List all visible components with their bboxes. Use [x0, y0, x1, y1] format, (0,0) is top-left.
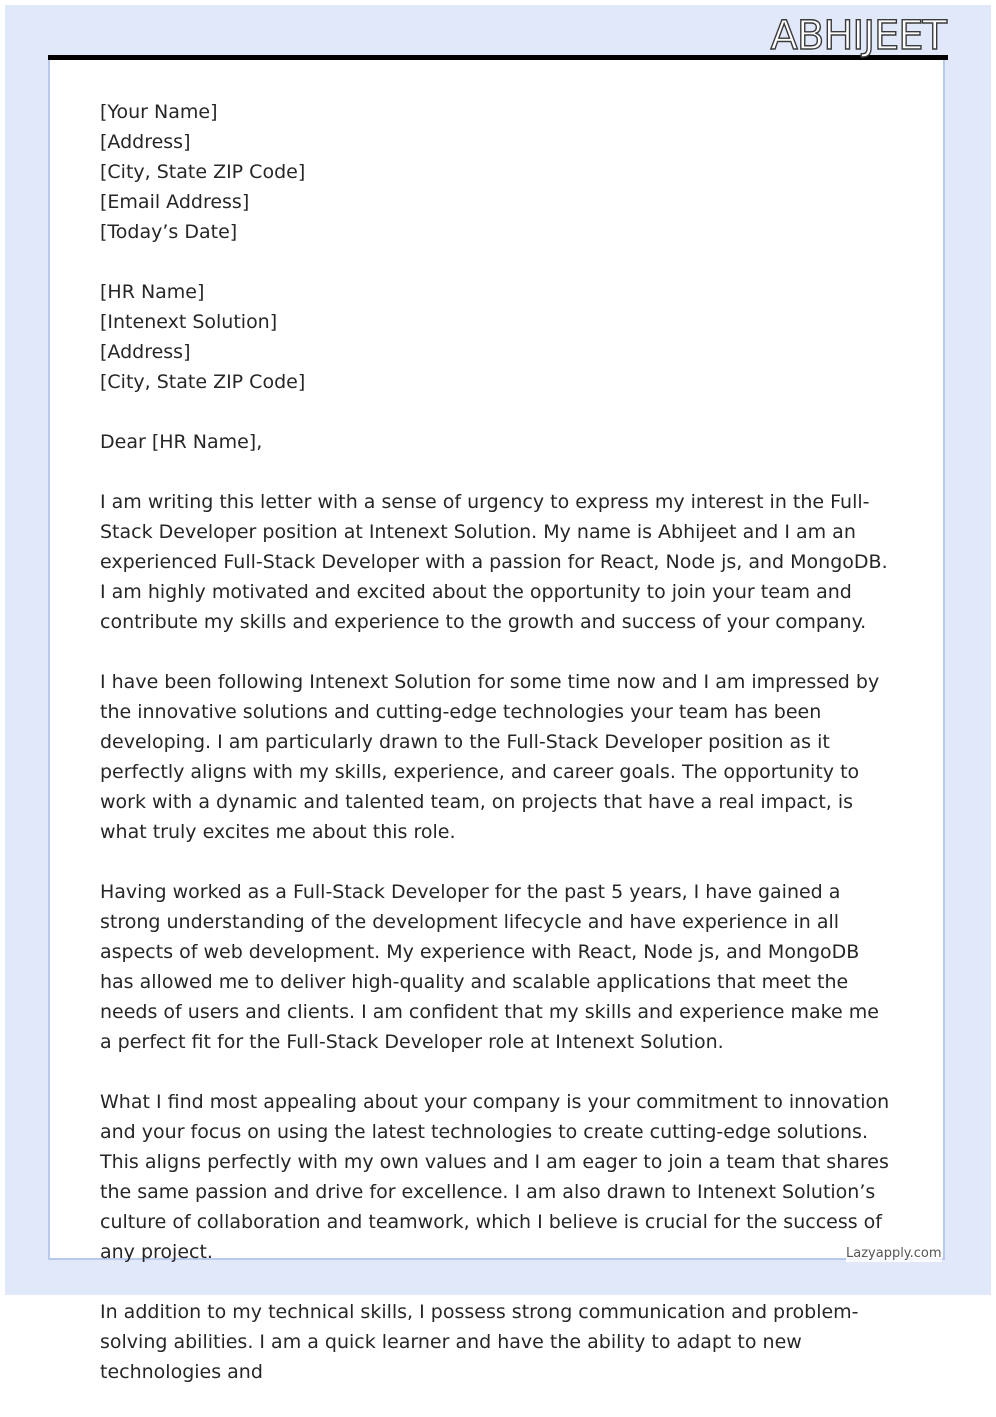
- watermark: Lazyapply.com: [846, 1246, 942, 1261]
- cover-letter: [100, 97, 900, 1417]
- sender-name: [Your Name]: [100, 101, 218, 123]
- body-paragraph: I am writing this letter with a sense of urgency to express my interest in the Full-Stack Developer position at Intenext Solution. My name is Abhijeet and I am an experienced Full-Stack Developer with a passion for React, Node js, and MongoDB. I am highly motivated and excited about the opportunity to join your team and contribute my skills and experience to the growth and success of your company.: [100, 491, 888, 633]
- spacer: [100, 457, 900, 487]
- body-paragraph: Having worked as a Full-Stack Developer for the past 5 years, I have gained a strong understanding of the development lifecycle and have experience in all aspects of web development. My experience with React, Node js, and MongoDB has allowed me to deliver high-quality and scalable applications that meet the needs of users and clients. I am confident that my skills and experience make me a perfect fit for the Full-Stack Developer role at Intenext Solution.: [100, 881, 879, 1053]
- logo: ABHIJEET: [770, 13, 946, 59]
- sender-block: [100, 97, 900, 247]
- body-paragraph: What I find most appealing about your company is your commitment to innovation and your focus on using the latest technologies to create cutting-edge solutions. This aligns perfectly with my own values and I am eager to join a team that shares the same passion and drive for excellence. I am also drawn to Intenext Solution’s culture of collaboration and teamwork, which I believe is crucial for the success of any project.: [100, 1091, 890, 1263]
- body-paragraph: In addition to my technical skills, I possess strong communication and problem-solving abilities. I am a quick learner and have the ability to adapt to new technologies and: [100, 1301, 859, 1383]
- recipient-address: [Address]: [100, 341, 191, 363]
- salutation: Dear [HR Name],: [100, 431, 263, 453]
- recipient-name: [HR Name]: [100, 281, 205, 303]
- recipient-city: [City, State ZIP Code]: [100, 371, 306, 393]
- sender-city: [City, State ZIP Code]: [100, 161, 306, 183]
- body-paragraph: I have been following Intenext Solution for some time now and I am impressed by the innovative solutions and cutting-edge technologies your team has been developing. I am particularly drawn to the Full-Stack Developer position as it perfectly aligns with my skills, experience, and career goals. The opportunity to work with a dynamic and talented team, on projects that have a real impact, is what truly excites me about this role.: [100, 671, 880, 843]
- spacer: [100, 247, 900, 277]
- spacer: [100, 397, 900, 427]
- sender-address: [Address]: [100, 131, 191, 153]
- sender-email: [Email Address]: [100, 191, 250, 213]
- recipient-block: [100, 277, 900, 397]
- letter-date: [Today’s Date]: [100, 221, 238, 243]
- recipient-company: [Intenext Solution]: [100, 311, 278, 333]
